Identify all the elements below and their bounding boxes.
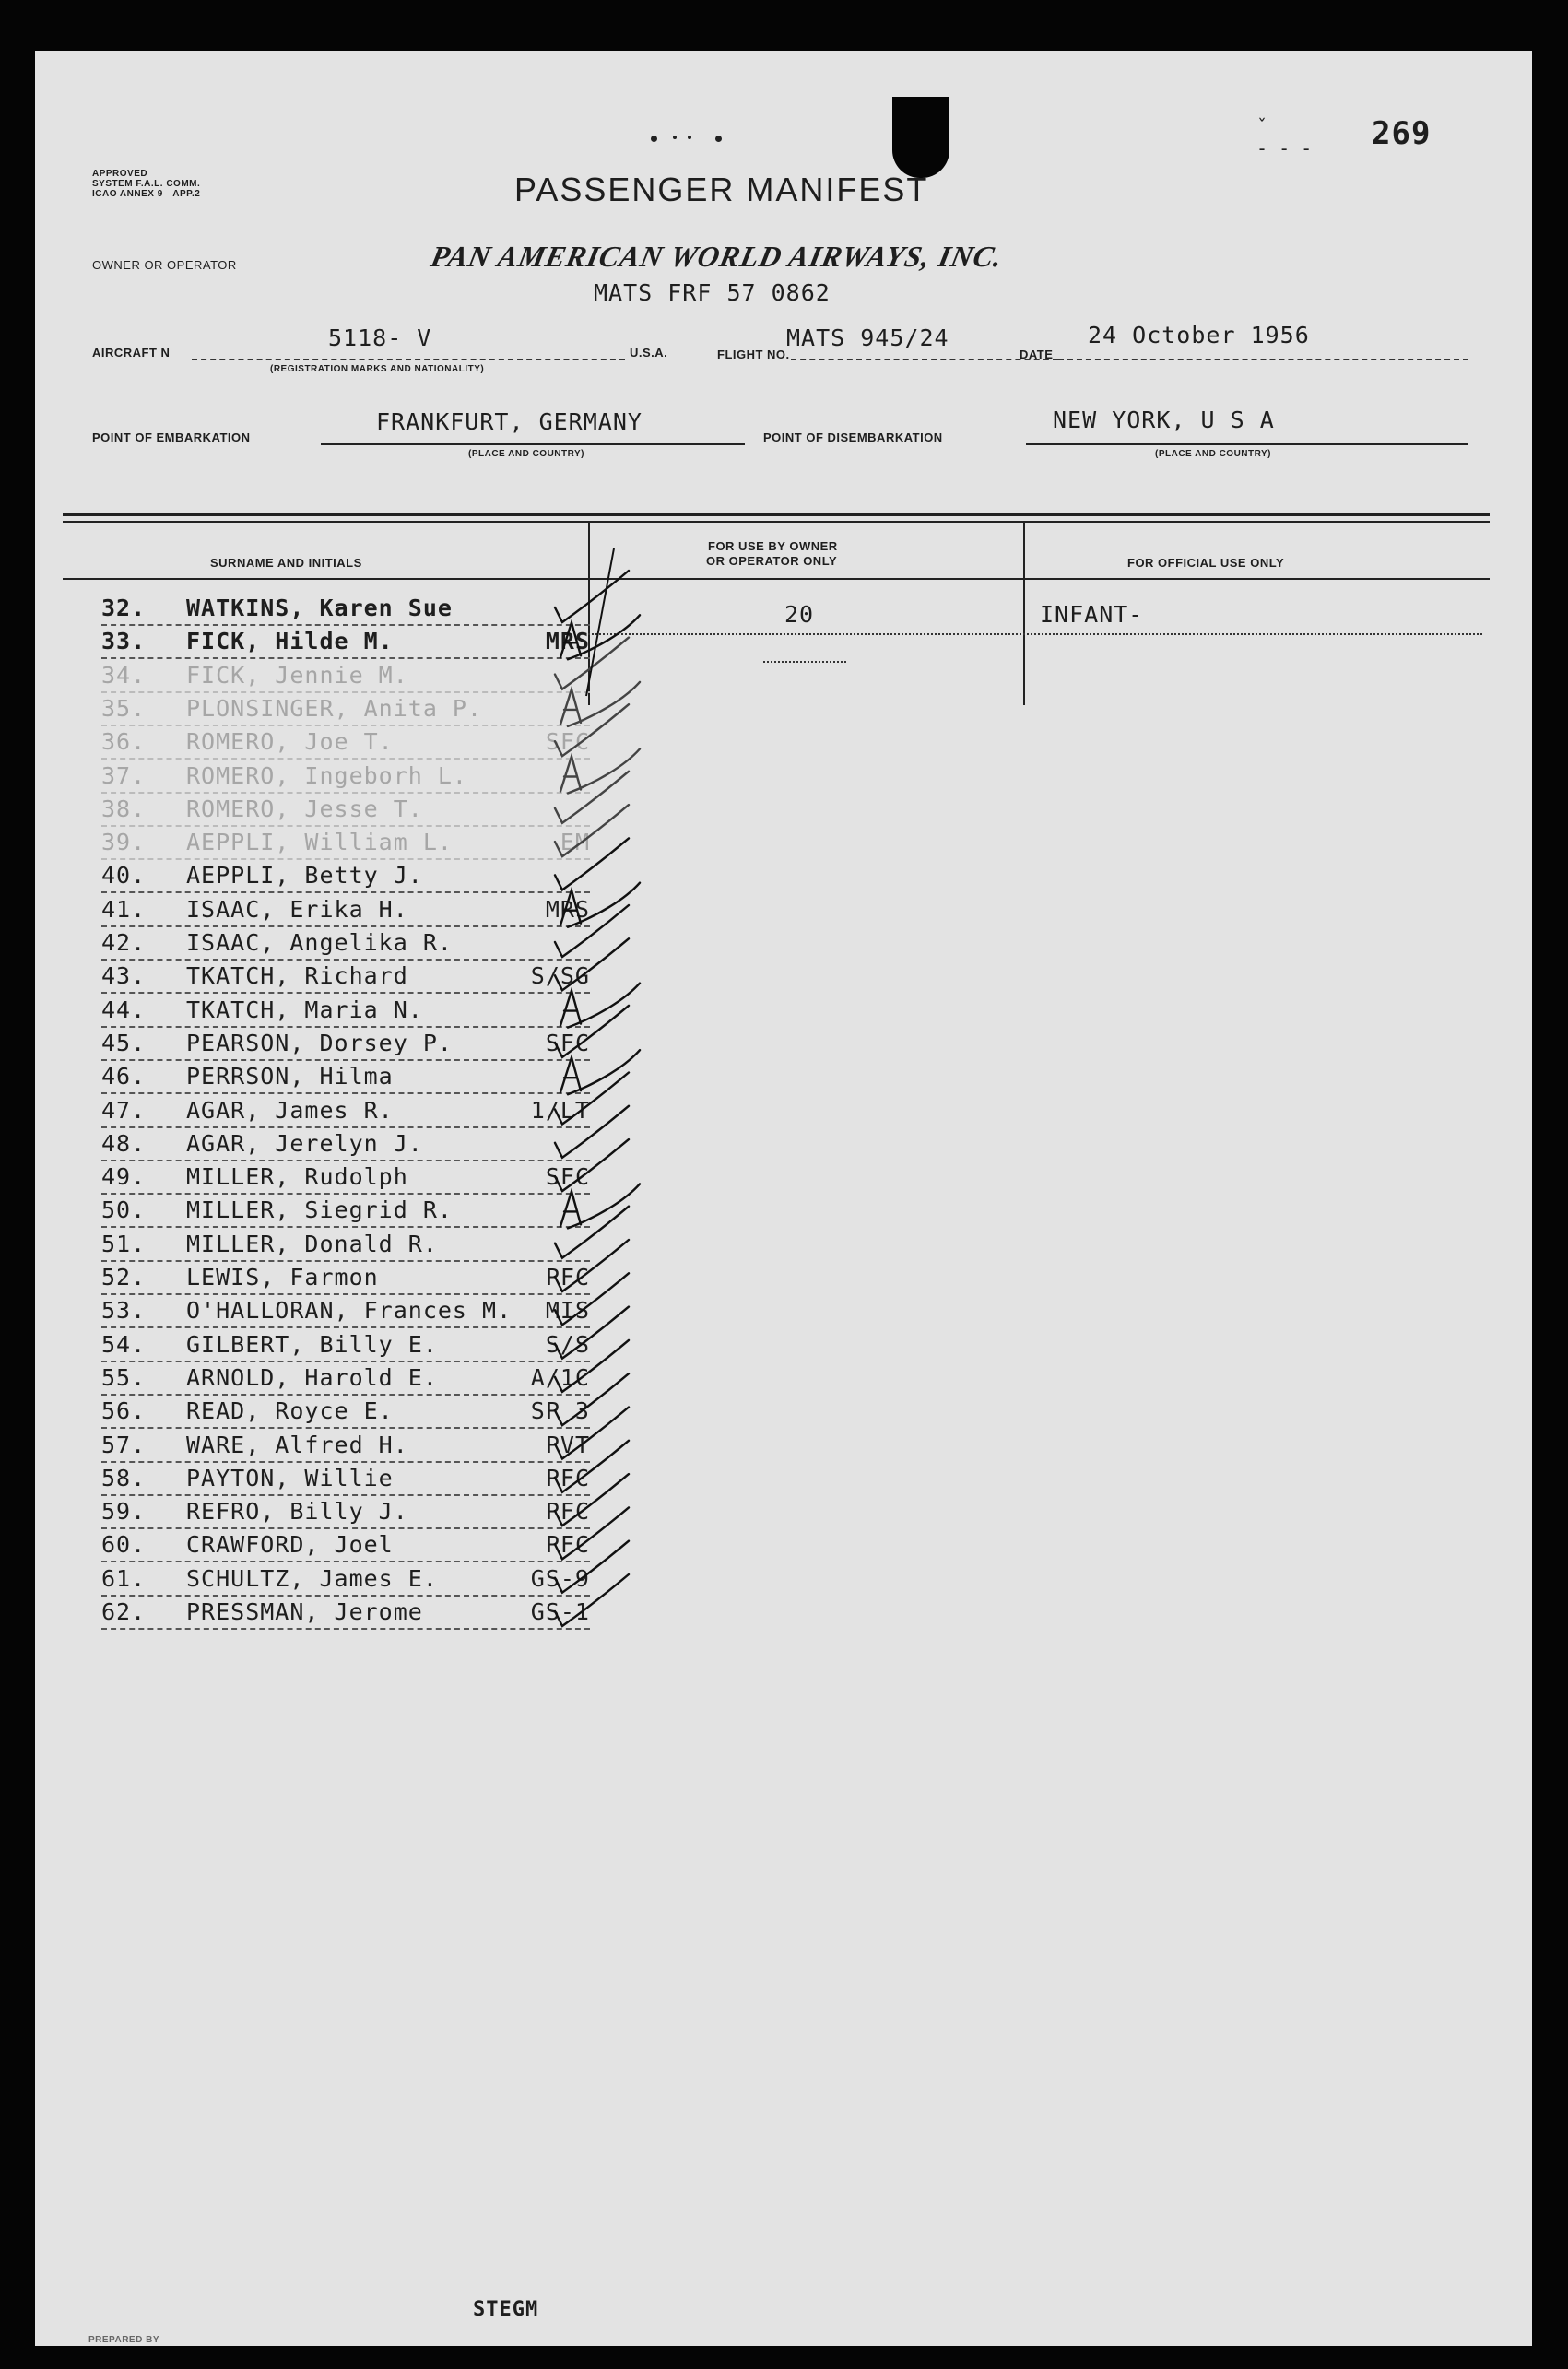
passenger-num: 45.	[101, 1029, 147, 1056]
check-mark	[555, 1574, 629, 1626]
passenger-name: LEWIS, Farmon	[186, 1264, 379, 1291]
passenger-num: 37.	[101, 761, 147, 789]
passenger-num: 56.	[101, 1397, 147, 1425]
passenger-title: MRS	[545, 895, 590, 923]
corner-marks: ˇ - - -	[1256, 115, 1313, 159]
owner-use-value: 20	[784, 601, 815, 628]
passenger-num: 49.	[101, 1163, 147, 1191]
passenger-name: READ, Royce E.	[186, 1397, 394, 1425]
passenger-num: 62.	[101, 1598, 147, 1625]
manifest-page	[35, 51, 1532, 2346]
column-owner-use-2: OR OPERATOR ONLY	[706, 554, 838, 568]
passenger-name: MILLER, Donald R.	[186, 1230, 438, 1257]
passenger-name: WATKINS, Karen Sue	[186, 595, 453, 621]
passenger-name: ROMERO, Joe T.	[186, 728, 394, 756]
passenger-title: PFC	[545, 1498, 590, 1526]
passenger-title: MIS	[545, 1297, 590, 1325]
passenger-num: 34.	[101, 661, 147, 689]
passenger-name: AEPPLI, Betty J.	[186, 862, 423, 890]
passenger-title: PFC	[545, 1464, 590, 1491]
registration-caption: (REGISTRATION MARKS AND NATIONALITY)	[270, 364, 485, 374]
column-owner-use-1: FOR USE BY OWNER	[708, 539, 838, 553]
official-use-value: INFANT-	[1040, 601, 1144, 628]
passenger-name: AGAR, Jerelyn J.	[186, 1129, 423, 1157]
check-mark	[555, 571, 629, 622]
passenger-name: TKATCH, Richard	[186, 962, 408, 990]
pen-stroke	[586, 548, 614, 696]
passenger-title: PFC	[545, 1264, 590, 1291]
aircraft-label: AIRCRAFT N	[92, 346, 171, 359]
passenger-num: 58.	[101, 1464, 147, 1491]
embark-label: POINT OF EMBARKATION	[92, 430, 251, 444]
date-label: DATE	[1020, 348, 1054, 361]
passenger-num: 43.	[101, 962, 147, 990]
passenger-num: 32.	[101, 595, 147, 621]
passenger-name: REFRO, Billy J.	[186, 1498, 408, 1526]
passenger-title: GS-1	[530, 1598, 590, 1625]
passenger-num: 44.	[101, 996, 147, 1023]
passenger-num: 57.	[101, 1431, 147, 1458]
mats-reference: MATS FRF 57 0862	[594, 279, 831, 306]
disembark-value: NEW YORK, U S A	[1053, 407, 1275, 433]
passenger-num: 38.	[101, 795, 147, 822]
passenger-name: CRAWFORD, Joel	[186, 1531, 394, 1559]
passenger-name: PEARSON, Dorsey P.	[186, 1029, 453, 1056]
owner-label: OWNER OR OPERATOR	[92, 258, 237, 272]
passenger-name: ROMERO, Ingeborh L.	[186, 761, 467, 789]
flight-value: MATS 945/24	[786, 324, 949, 351]
passenger-name: ARNOLD, Harold E.	[186, 1363, 438, 1391]
passenger-num: 61.	[101, 1564, 147, 1592]
passenger-num: 59.	[101, 1498, 147, 1526]
passenger-name: ISAAC, Angelika R.	[186, 929, 453, 956]
passenger-num: 50.	[101, 1196, 147, 1224]
disembark-label: POINT OF DISEMBARKATION	[763, 430, 943, 444]
passenger-title: SFC	[545, 1029, 590, 1056]
passenger-num: 39.	[101, 829, 147, 856]
check-mark	[555, 938, 629, 990]
passenger-title: 1/LT	[530, 1096, 590, 1124]
passenger-num: 48.	[101, 1129, 147, 1157]
passenger-num: 35.	[101, 694, 147, 722]
passenger-num: 60.	[101, 1531, 147, 1559]
passenger-name: ROMERO, Jesse T.	[186, 795, 423, 822]
column-surname: SURNAME AND INITIALS	[210, 556, 362, 570]
disembark-caption: (PLACE AND COUNTRY)	[1155, 449, 1271, 459]
passenger-name: TKATCH, Maria N.	[186, 996, 423, 1023]
passenger-title: GS-9	[530, 1564, 590, 1592]
handwritten-marks	[35, 51, 1532, 2346]
passenger-num: 33.	[101, 628, 147, 655]
usa-label: U.S.A.	[630, 346, 668, 359]
passenger-name: MILLER, Siegrid R.	[186, 1196, 453, 1224]
passenger-name: WARE, Alfred H.	[186, 1431, 408, 1458]
flight-label: FLIGHT NO.	[717, 348, 790, 361]
passenger-name: GILBERT, Billy E.	[186, 1330, 438, 1358]
passenger-title: PVT	[545, 1431, 590, 1458]
passenger-name: PAYTON, Willie	[186, 1464, 394, 1491]
passenger-title: SP 3	[530, 1397, 590, 1425]
passenger-num: 42.	[101, 929, 147, 956]
passenger-num: 53.	[101, 1297, 147, 1325]
passenger-name: PRESSMAN, Jerome	[186, 1598, 423, 1625]
passenger-name: AGAR, James R.	[186, 1096, 394, 1124]
owner-value: PAN AMERICAN WORLD AIRWAYS, INC.	[428, 240, 1007, 273]
aircraft-value: 5118- V	[328, 324, 432, 351]
date-value: 24 October 1956	[1088, 322, 1310, 348]
passenger-num: 47.	[101, 1096, 147, 1124]
column-official: FOR OFFICIAL USE ONLY	[1127, 556, 1285, 570]
passenger-name: SCHULTZ, James E.	[186, 1564, 438, 1592]
passenger-name: FICK, Hilde M.	[186, 628, 394, 655]
page-number: 269	[1372, 115, 1432, 152]
passenger-num: 55.	[101, 1363, 147, 1391]
approved-line-1: APPROVED	[92, 169, 148, 179]
passenger-title: S/S	[545, 1330, 590, 1358]
passenger-num: 54.	[101, 1330, 147, 1358]
check-mark	[555, 704, 629, 756]
passenger-title: MRS	[545, 628, 590, 655]
passenger-num: 51.	[101, 1230, 147, 1257]
embark-caption: (PLACE AND COUNTRY)	[468, 449, 584, 459]
check-mark	[555, 838, 629, 890]
footer-stamp: STEGM	[473, 2298, 539, 2321]
page-title: PASSENGER MANIFEST	[514, 171, 929, 208]
passenger-title: EM	[560, 829, 590, 856]
passenger-title: S/SG	[530, 962, 590, 990]
check-mark	[555, 1006, 629, 1057]
passenger-name: PERRSON, Hilma	[186, 1063, 394, 1090]
passenger-title: SFC	[545, 1163, 590, 1191]
passenger-num: 52.	[101, 1264, 147, 1291]
passenger-num: 46.	[101, 1063, 147, 1090]
passenger-name: FICK, Jennie M.	[186, 661, 408, 689]
embark-value: FRANKFURT, GERMANY	[376, 408, 643, 435]
approved-line-3: ICAO ANNEX 9—APP.2	[92, 189, 201, 199]
passenger-name: PLONSINGER, Anita P.	[186, 694, 483, 722]
passenger-num: 40.	[101, 862, 147, 890]
prepared-by-label: PREPARED BY	[88, 2335, 159, 2345]
passenger-name: MILLER, Rudolph	[186, 1163, 408, 1191]
passenger-name: AEPPLI, William L.	[186, 829, 453, 856]
passenger-name: O'HALLORAN, Frances M.	[186, 1297, 513, 1325]
check-mark	[555, 1139, 629, 1191]
passenger-title: SFC	[545, 728, 590, 756]
passenger-title: A/1C	[530, 1363, 590, 1391]
passenger-title: PFC	[545, 1531, 590, 1559]
approved-line-2: SYSTEM F.A.L. COMM.	[92, 179, 201, 189]
passenger-num: 41.	[101, 895, 147, 923]
passenger-name: ISAAC, Erika H.	[186, 895, 408, 923]
passenger-num: 36.	[101, 728, 147, 756]
